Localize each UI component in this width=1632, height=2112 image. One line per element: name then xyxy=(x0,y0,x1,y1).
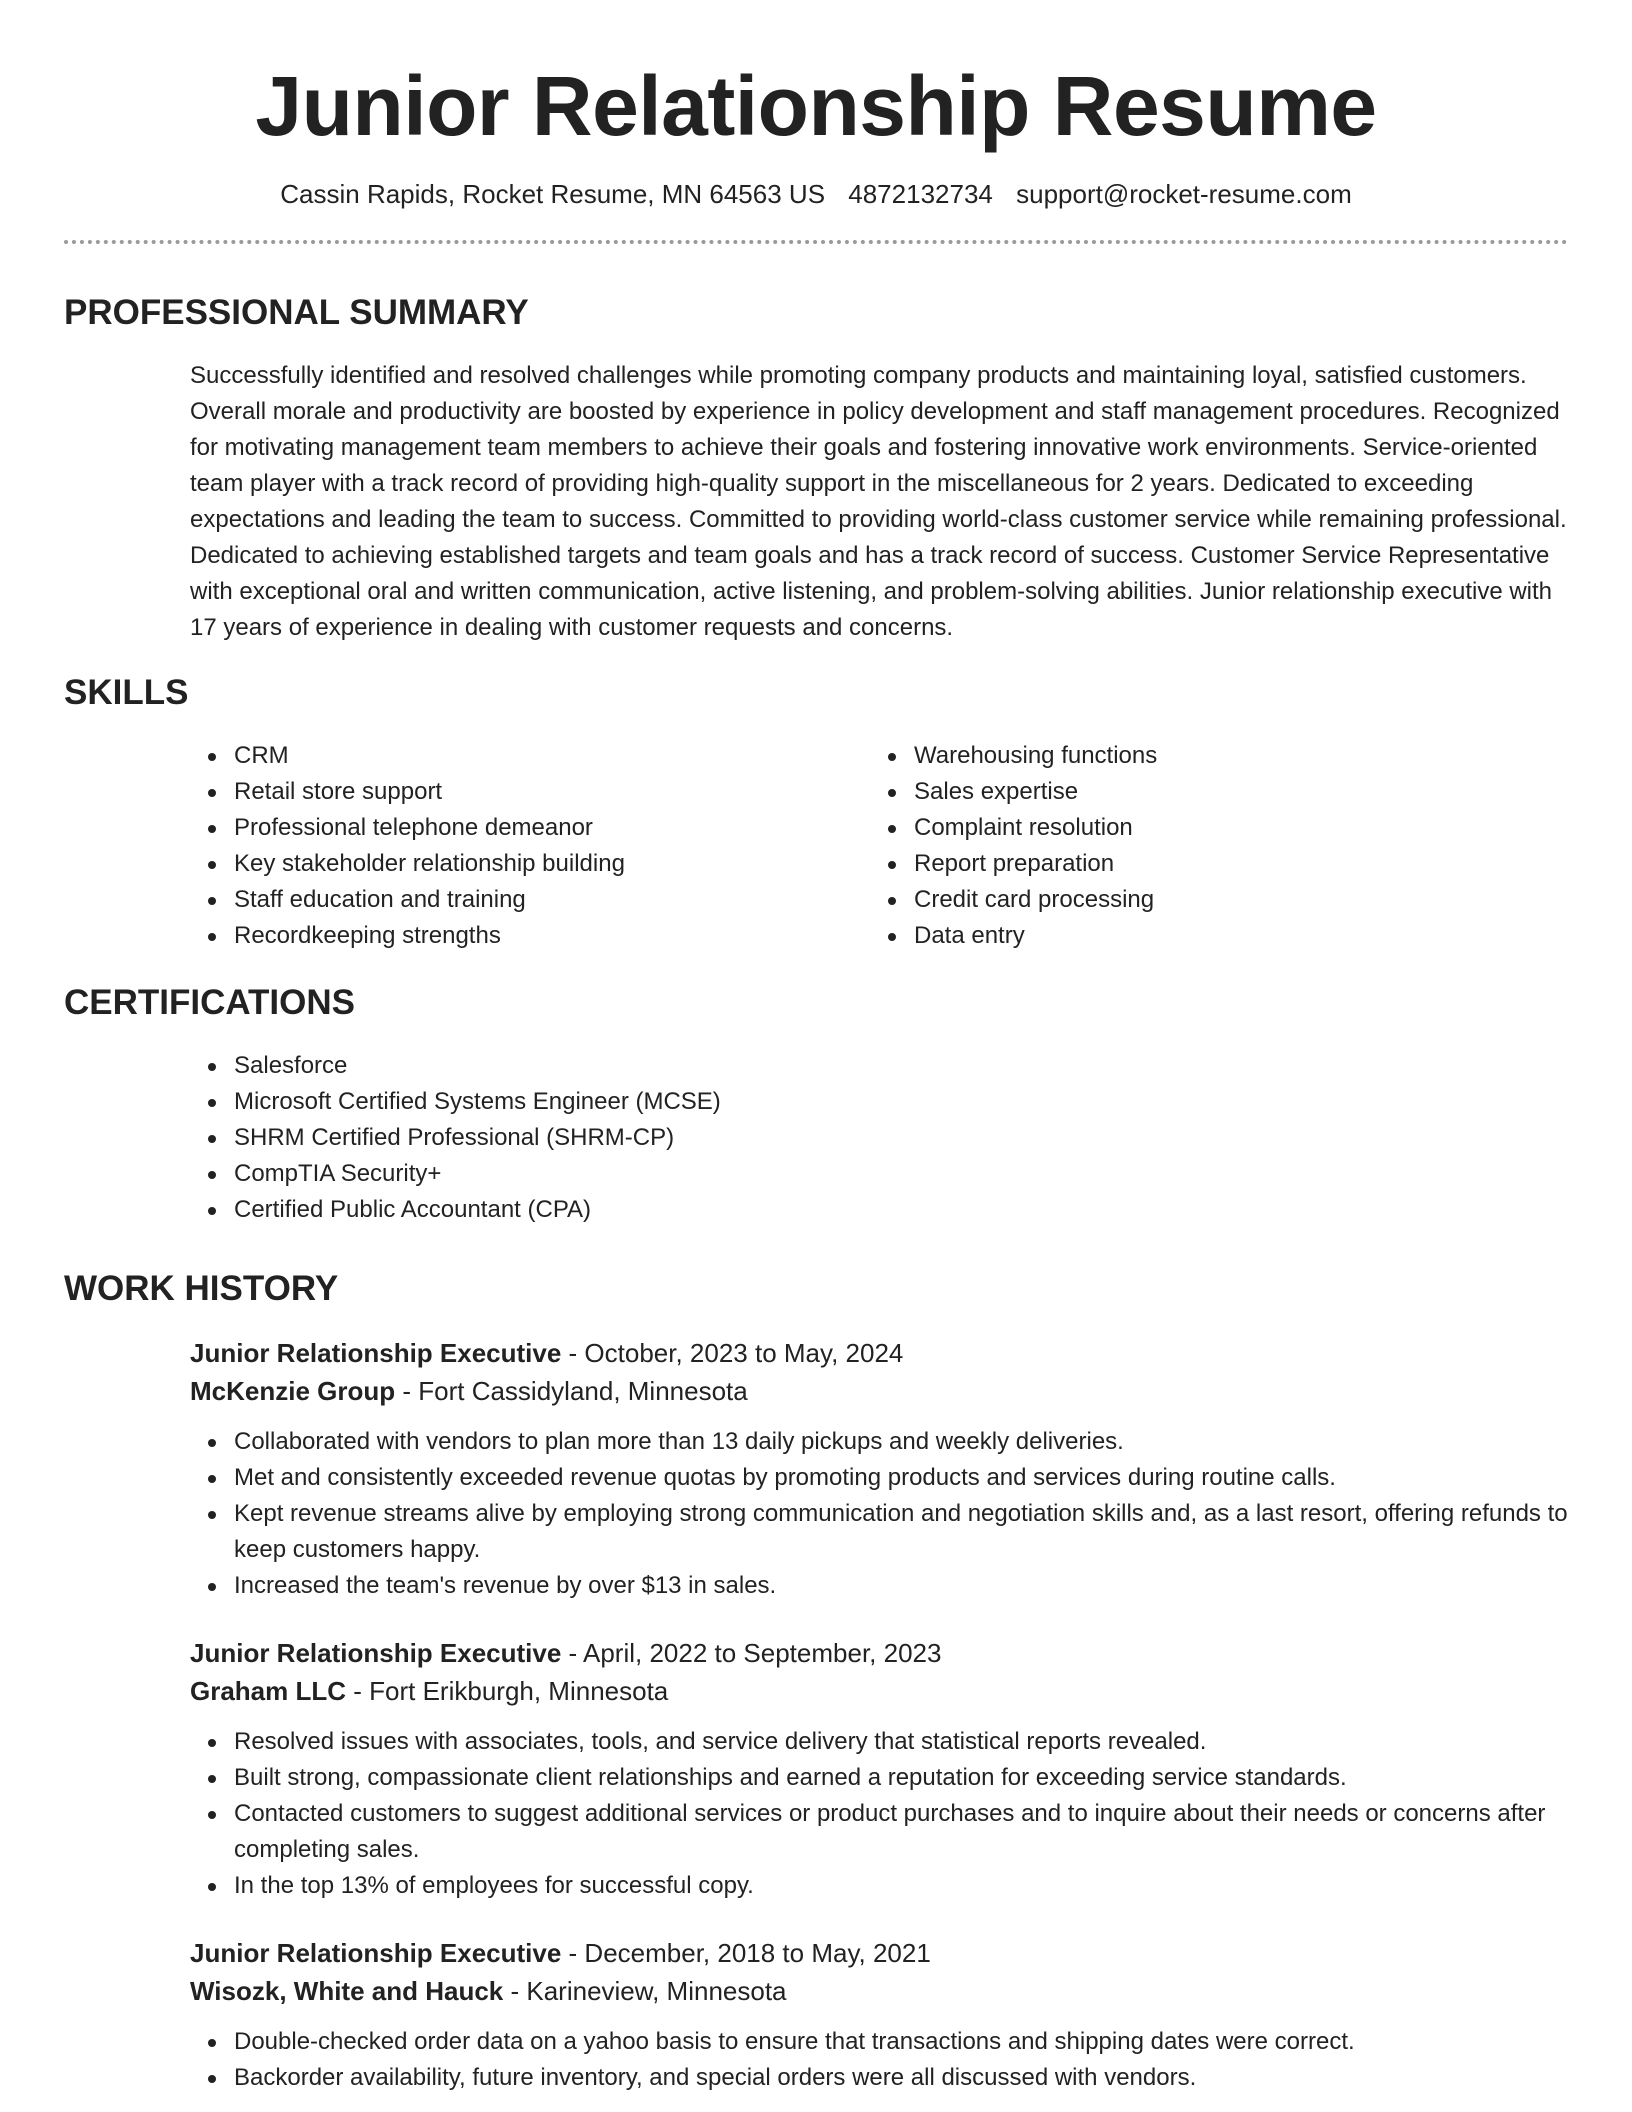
certification-item: Microsoft Certified Systems Engineer (MCSE) xyxy=(234,1084,1568,1120)
job-location: - Fort Erikburgh, Minnesota xyxy=(346,1676,669,1706)
skill-item: Warehousing functions xyxy=(914,738,1414,774)
job-entry xyxy=(64,1334,1568,1604)
job-bullet: Kept revenue streams alive by employing strong communication and negotiation skills and, as a last resort, offering refunds to keep customers happy. xyxy=(234,1496,1568,1568)
certification-item: Salesforce xyxy=(234,1048,1568,1084)
job-bullet: Resolved issues with associates, tools, and service delivery that statistical reports revealed. xyxy=(234,1724,1568,1760)
contact-address: Cassin Rapids, Rocket Resume, MN 64563 US xyxy=(280,179,826,209)
summary-text: Successfully identified and resolved challenges while promoting company products and maintaining loyal, satisfied customers. Overall morale and productivity are boosted by experience in policy development and staff management procedures. Recognized for motivating management team members to achieve their goals and fostering innovative work environments. Service-oriented team player with a track record of providing high-quality support in the miscellaneous for 2 years. Dedicated to exceeding expectations and leading the team to success. Committed to providing world-class customer service while remaining professional. Dedicated to achieving established targets and team goals and has a track record of success. Customer Service Representative with exceptional oral and written communication, active listening, and problem-solving abilities. Junior relationship executive with 17 years of experience in dealing with customer requests and concerns. xyxy=(190,362,1567,641)
job-bullet: Double-checked order data on a yahoo basis to ensure that transactions and shipping dates were correct. xyxy=(234,2024,1568,2060)
job-bullet: Collaborated with vendors to plan more than 13 daily pickups and weekly deliveries. xyxy=(234,1424,1568,1460)
job-bullet: In the top 13% of employees for successful copy. xyxy=(234,1868,1568,1904)
job-bullets xyxy=(64,1424,1568,1604)
certifications-heading: CERTIFICATIONS xyxy=(64,983,356,1022)
job-company: McKenzie Group xyxy=(190,1376,396,1406)
certification-item: SHRM Certified Professional (SHRM-CP) xyxy=(234,1120,1568,1156)
skill-item: CRM xyxy=(234,738,914,774)
job-bullet: Met and consistently exceeded revenue quotas by promoting products and services during routine calls. xyxy=(234,1460,1568,1496)
skill-item: Key stakeholder relationship building xyxy=(234,846,914,882)
contact-line xyxy=(64,178,1568,210)
work-history-heading: WORK HISTORY xyxy=(64,1269,339,1308)
job-company-line xyxy=(190,1672,1568,1710)
job-title-line xyxy=(190,1634,1568,1672)
summary-section xyxy=(64,292,1568,646)
contact-email: support@rocket-resume.com xyxy=(1016,179,1352,209)
resume-title: Junior Relationship Resume xyxy=(255,59,1377,153)
job-title-line xyxy=(190,1334,1568,1372)
contact-phone: 4872132734 xyxy=(848,179,993,209)
job-bullet: Contacted customers to suggest additional services or product purchases and to inquire about their needs or concerns after completing sales. xyxy=(234,1796,1568,1868)
skills-list-right xyxy=(914,738,1414,954)
skill-item: Retail store support xyxy=(234,774,914,810)
job-company: Wisozk, White and Hauck xyxy=(190,1976,504,2006)
job-role: Junior Relationship Executive xyxy=(190,1638,562,1668)
job-bullets xyxy=(64,2024,1568,2096)
work-history-section xyxy=(64,1268,1568,2096)
job-role: Junior Relationship Executive xyxy=(190,1338,562,1368)
summary-heading: PROFESSIONAL SUMMARY xyxy=(64,293,529,332)
header-divider xyxy=(64,240,1568,244)
job-entry xyxy=(64,1634,1568,1904)
job-dates: - December, 2018 to May, 2021 xyxy=(561,1938,931,1968)
job-bullets xyxy=(64,1724,1568,1904)
certifications-section xyxy=(64,982,1568,1228)
skill-item: Staff education and training xyxy=(234,882,914,918)
skills-heading: SKILLS xyxy=(64,673,189,712)
job-company: Graham LLC xyxy=(190,1676,347,1706)
certification-item: Certified Public Accountant (CPA) xyxy=(234,1192,1568,1228)
job-bullet: Increased the team's revenue by over $13 in sales. xyxy=(234,1568,1568,1604)
skill-item: Data entry xyxy=(914,918,1414,954)
skills-section xyxy=(64,672,1568,954)
skill-item: Credit card processing xyxy=(914,882,1414,918)
job-location: - Fort Cassidyland, Minnesota xyxy=(395,1376,748,1406)
job-title-line xyxy=(190,1934,1568,1972)
job-dates: - October, 2023 to May, 2024 xyxy=(561,1338,904,1368)
job-bullet: Backorder availability, future inventory, and special orders were all discussed with vendors. xyxy=(234,2060,1568,2096)
skill-item: Report preparation xyxy=(914,846,1414,882)
certifications-list xyxy=(64,1048,1568,1228)
job-dates: - April, 2022 to September, 2023 xyxy=(561,1638,942,1668)
certification-item: CompTIA Security+ xyxy=(234,1156,1568,1192)
resume-page xyxy=(64,0,1568,2096)
skill-item: Complaint resolution xyxy=(914,810,1414,846)
skills-columns xyxy=(64,738,1568,954)
skill-item: Professional telephone demeanor xyxy=(234,810,914,846)
skill-item: Recordkeeping strengths xyxy=(234,918,914,954)
job-entry xyxy=(64,1934,1568,2096)
job-role: Junior Relationship Executive xyxy=(190,1938,562,1968)
job-location: - Karineview, Minnesota xyxy=(503,1976,787,2006)
job-bullet: Built strong, compassionate client relationships and earned a reputation for exceeding service standards. xyxy=(234,1760,1568,1796)
skills-list-left xyxy=(64,738,914,954)
skill-item: Sales expertise xyxy=(914,774,1414,810)
job-company-line xyxy=(190,1372,1568,1410)
job-company-line xyxy=(190,1972,1568,2010)
